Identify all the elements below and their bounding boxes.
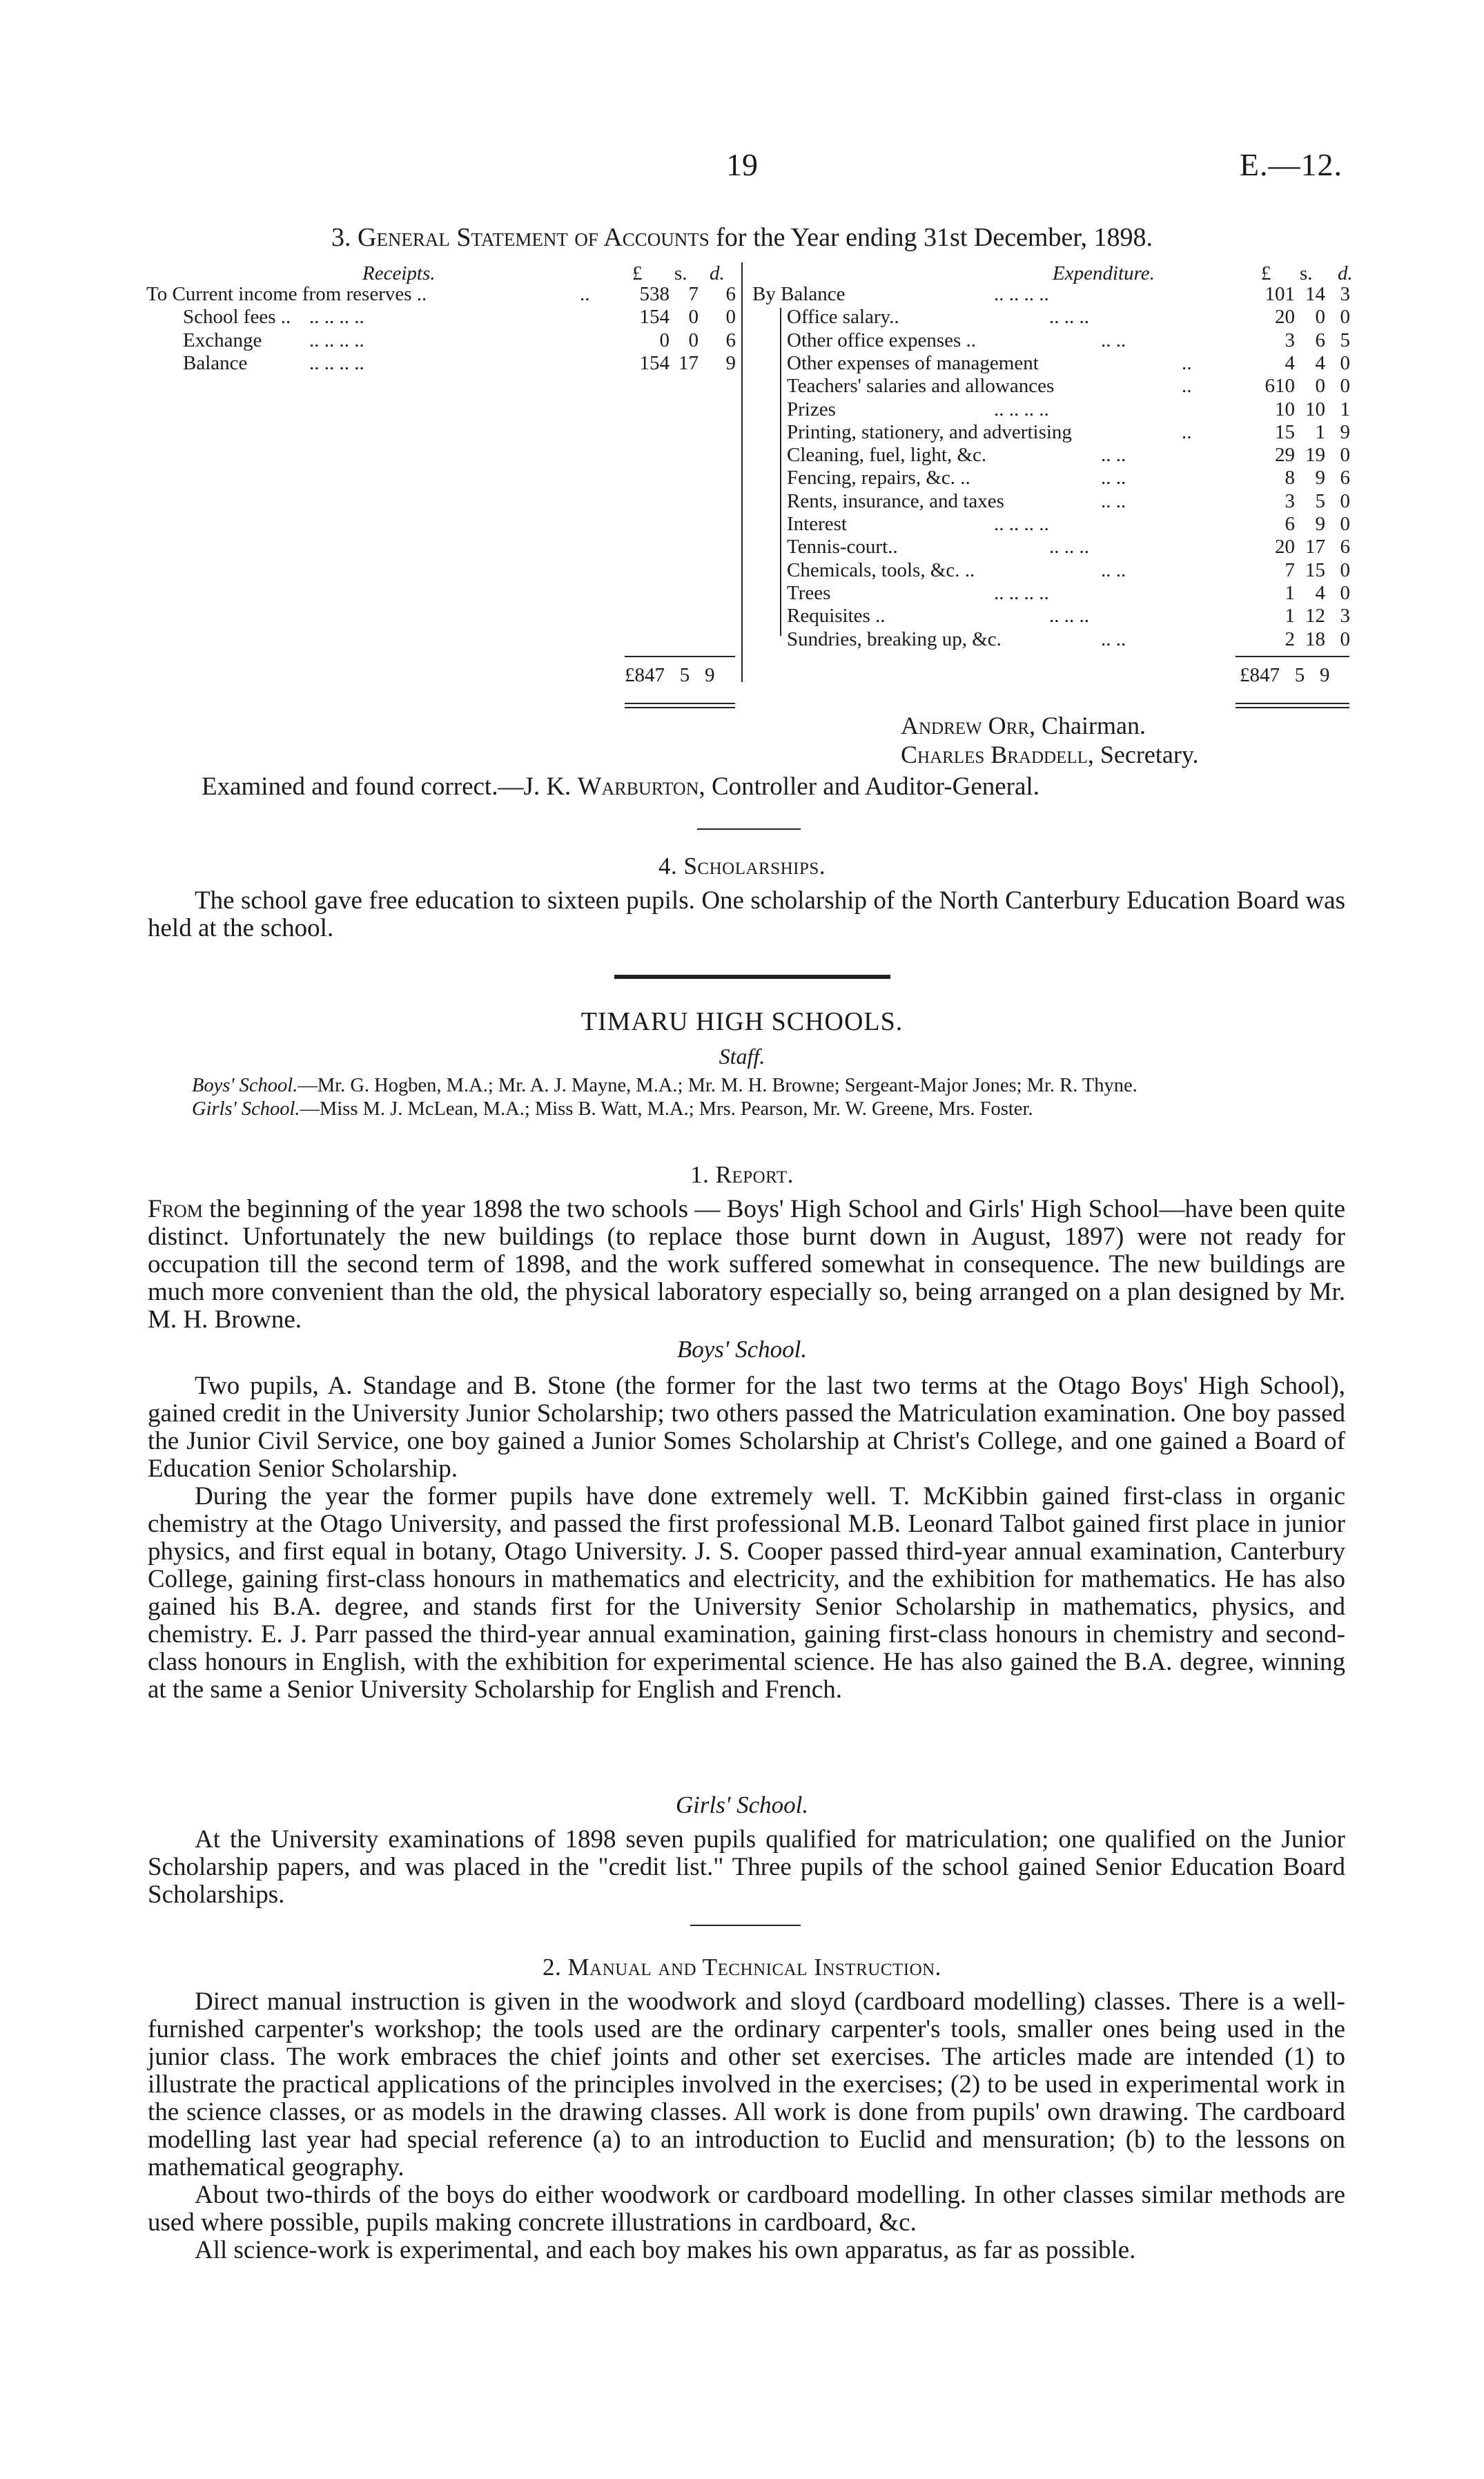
expenditure-label: Other office expenses .. <box>787 329 977 351</box>
receipt-pounds: 154 <box>639 306 670 329</box>
girls-school-heading: Girls' School. <box>675 1791 809 1818</box>
receipts-total-shillings: 5 <box>679 664 690 686</box>
receipts-total-rule-bottom-1 <box>625 703 735 704</box>
accounts-title-general-statement: General Statement <box>358 223 568 252</box>
expenditure-total <box>1240 664 1330 687</box>
accounts-title-of-accounts: of Accounts <box>574 223 710 252</box>
girls-staff <box>148 1098 1345 1121</box>
thick-section-divider <box>614 975 890 979</box>
expenditure-pence: 6 <box>1340 467 1350 489</box>
expenditure-label: By Balance <box>752 283 846 305</box>
expenditure-leader-dots: .. .. .. .. <box>994 513 1049 535</box>
receipts-total-pounds: £847 <box>625 664 665 686</box>
receipt-leader-dots: .. .. .. .. <box>309 351 364 374</box>
expenditure-leader-dots: .. .. <box>1101 467 1126 489</box>
expenditure-label: Requisites .. <box>787 605 886 628</box>
expenditure-shillings: 9 <box>1315 513 1325 535</box>
signatures <box>901 711 1198 769</box>
girls-school-section <box>148 1826 1345 1909</box>
expenditure-label: Trees <box>787 581 831 604</box>
receipt-shillings: 0 <box>688 329 699 351</box>
manual-paragraph-3: All science-work is experimental, and each boy makes his own apparatus, as far as possible. <box>195 2236 1136 2264</box>
expenditure-leader-dots: .. .. .. .. <box>994 283 1049 305</box>
expenditure-pounds: 15 <box>1275 420 1295 443</box>
receipts-shillings-head: s. <box>674 262 687 284</box>
boys-school-heading: Boys' School. <box>676 1336 808 1363</box>
expenditure-pence: 6 <box>1340 536 1350 558</box>
manual-section <box>148 1988 1345 2264</box>
expenditure-pence: 5 <box>1340 329 1350 351</box>
expenditure-pence-head: d. <box>1338 262 1353 284</box>
expenditure-total-pence: 9 <box>1320 664 1330 686</box>
expenditure-shillings: 12 <box>1305 605 1325 628</box>
expenditure-total-rule-bottom-2 <box>1236 707 1349 708</box>
expenditure-pence: 3 <box>1340 605 1350 628</box>
short-divider-1 <box>697 828 801 830</box>
expenditure-pounds: 29 <box>1275 444 1295 467</box>
manual-heading-text: Manual and Technical Instruction. <box>567 1954 941 1981</box>
expenditure-heading: Expenditure. <box>1053 262 1155 284</box>
secretary-role: , Secretary. <box>1087 741 1199 768</box>
report-heading <box>0 1161 1484 1189</box>
receipt-label: School fees .. <box>183 306 291 329</box>
boys-paragraph-1: Two pupils, A. Standage and B. Stone (the former for the last two terms at the Otago Boys' High School), gained credit in the University Junior Scholarship; two others passed the Matriculation examination. One boy passed the Junior Civil Service, one boy gained a Junior Somes Scholarship at Christ's College, and one gained a Board of Education Senior Scholarship. <box>148 1372 1345 1483</box>
expenditure-pounds: 2 <box>1285 628 1295 650</box>
expenditure-pence: 0 <box>1340 581 1350 604</box>
expenditure-label: Fencing, repairs, &c. .. <box>787 467 970 489</box>
chairman-name: Andrew Orr <box>901 712 1029 739</box>
manual-heading <box>0 1954 1484 1981</box>
expenditure-leader-dots: .. .. <box>1101 558 1126 581</box>
examined-statement <box>202 772 1039 801</box>
expenditure-shillings: 14 <box>1305 283 1325 305</box>
expenditure-label: Other expenses of management <box>787 351 1039 374</box>
examined-auditor-name: Warburton <box>577 772 699 801</box>
report-first-word: From <box>148 1195 203 1223</box>
expenditure-pounds: 10 <box>1275 398 1295 420</box>
secretary-name: Charles Braddell <box>901 741 1088 768</box>
receipt-pence: 6 <box>725 283 736 305</box>
expenditure-leader-dots: .. .. <box>1101 489 1126 512</box>
expenditure-label: Cleaning, fuel, light, &c. <box>787 444 987 467</box>
staff-list <box>148 1074 1345 1121</box>
expenditure-label: Sundries, breaking up, &c. <box>787 628 1002 650</box>
expenditure-label: Tennis-court.. <box>787 536 898 558</box>
examined-suffix: , Controller and Auditor-General. <box>699 772 1039 801</box>
receipt-pounds: 0 <box>659 329 670 351</box>
expenditure-total-shillings: 5 <box>1294 664 1305 686</box>
expenditure-pence: 0 <box>1340 351 1350 374</box>
expenditure-shillings: 18 <box>1305 628 1325 650</box>
expenditure-pence: 0 <box>1340 375 1350 398</box>
expenditure-shillings: 17 <box>1305 536 1325 558</box>
expenditure-shillings: 0 <box>1315 375 1325 398</box>
manual-heading-number: 2. <box>543 1954 562 1981</box>
receipt-shillings: 0 <box>688 306 699 329</box>
expenditure-pence: 9 <box>1340 420 1350 443</box>
scholarships-heading-number: 4. <box>658 853 678 879</box>
receipt-leader-dots: .. <box>580 283 590 305</box>
expenditure-leader-dots: .. .. <box>1101 329 1126 351</box>
chairman-role: , Chairman. <box>1029 712 1146 739</box>
scholarships-heading <box>0 853 1484 880</box>
boys-staff <box>148 1074 1345 1098</box>
expenditure-pounds-head: £ <box>1261 262 1271 284</box>
manual-paragraph-2: About two-thirds of the boys do either woodwork or cardboard modelling. In other classes similar methods are used where possible, pupils making concrete illustrations in cardboard, &c. <box>148 2181 1345 2237</box>
document-reference: E.—12. <box>1239 147 1343 182</box>
expenditure-total-rule-top <box>1236 656 1349 657</box>
expenditure-pounds: 20 <box>1275 306 1295 329</box>
expenditure-shillings: 9 <box>1315 467 1325 489</box>
expenditure-pence: 0 <box>1340 306 1350 329</box>
expenditure-leader-dots: .. .. <box>1101 444 1126 467</box>
receipts-total-rule-bottom-2 <box>625 707 735 708</box>
timaru-title: TIMARU HIGH SCHOOLS. <box>580 1007 904 1036</box>
report-text <box>148 1196 1345 1334</box>
expenditure-shillings: 6 <box>1315 329 1325 351</box>
expenditure-pounds: 20 <box>1275 536 1295 558</box>
expenditure-shillings: 1 <box>1315 420 1325 443</box>
accounts-table <box>0 0 1484 759</box>
expenditure-leader-dots: .. <box>1182 420 1192 443</box>
expenditure-label: Printing, stationery, and advertising <box>787 420 1072 443</box>
receipt-label: Balance <box>183 351 248 374</box>
expenditure-label: Teachers' salaries and allowances <box>787 375 1055 398</box>
expenditure-label: Prizes <box>787 398 836 420</box>
expenditure-leader-dots: .. .. .. <box>1049 536 1089 558</box>
report-paragraph <box>148 1196 1345 1334</box>
boys-school-section <box>148 1372 1345 1704</box>
receipt-pence: 0 <box>725 306 736 329</box>
expenditure-label: Interest <box>787 513 847 535</box>
expenditure-leader-dots: .. .. .. <box>1049 605 1089 628</box>
receipt-leader-dots: .. .. .. .. <box>309 329 364 351</box>
receipts-total <box>625 664 715 687</box>
expenditure-pence: 0 <box>1340 558 1350 581</box>
expenditure-pounds: 4 <box>1285 351 1295 374</box>
expenditure-pounds: 1 <box>1285 605 1295 628</box>
staff-heading: Staff. <box>719 1044 765 1069</box>
receipt-pounds: 154 <box>639 351 670 374</box>
expenditure-leader-dots: .. <box>1182 351 1192 374</box>
expenditure-shillings: 15 <box>1305 558 1325 581</box>
expenditure-pounds: 8 <box>1285 467 1295 489</box>
signature-chairman <box>901 711 1198 740</box>
receipt-pounds: 538 <box>639 283 670 305</box>
girls-staff-text: —Miss M. J. McLean, M.A.; Miss B. Watt, M.A.; Mrs. Pearson, Mr. W. Greene, Mrs. Foster. <box>300 1098 1033 1120</box>
expenditure-shillings: 10 <box>1305 398 1325 420</box>
expenditure-pounds: 610 <box>1265 375 1295 398</box>
expenditure-pence: 0 <box>1340 628 1350 650</box>
receipt-shillings: 17 <box>678 351 699 374</box>
receipt-leader-dots: .. .. .. .. <box>309 306 364 329</box>
expenditure-shillings: 0 <box>1315 306 1325 329</box>
accounts-center-divider <box>741 262 743 682</box>
expenditure-pence: 3 <box>1340 283 1350 305</box>
expenditure-leader-dots: .. .. .. .. <box>994 398 1049 420</box>
expenditure-label: Office salary.. <box>787 306 899 329</box>
expenditure-indent-rule <box>780 308 781 636</box>
expenditure-leader-dots: .. .. <box>1101 628 1126 650</box>
scholarships-heading-text: Scholarships. <box>683 853 826 879</box>
expenditure-pounds: 3 <box>1285 489 1295 512</box>
girls-staff-label: Girls' School. <box>192 1098 300 1120</box>
boys-staff-text: —Mr. G. Hogben, M.A.; Mr. A. J. Mayne, M.A.; Mr. M. H. Browne; Sergeant-Major Jones; Mr. R. Thyne. <box>297 1075 1138 1096</box>
expenditure-leader-dots: .. .. .. <box>1049 306 1089 329</box>
expenditure-pence: 0 <box>1340 489 1350 512</box>
receipts-pence-head: d. <box>710 262 725 284</box>
scholarships-text: The school gave free education to sixteen pupils. One scholarship of the North Canterbury Education Board was held at the school. <box>148 886 1345 942</box>
report-body: the beginning of the year 1898 the two schools — Boys' High School and Girls' High School—have been quite distinct. Unfortunately the new buildings (to replace those burnt down in August, 1897) were not ready for occupation till the second term of 1898, and the work suffered somewhat in consequence. The new buildings are much more convenient than the old, the physical laboratory especially so, being arranged on a plan designed by Mr. M. H. Browne. <box>148 1195 1345 1334</box>
expenditure-pounds: 101 <box>1265 283 1295 305</box>
scholarships-paragraph <box>148 887 1345 942</box>
signature-secretary <box>901 740 1198 769</box>
expenditure-shillings: 5 <box>1315 489 1325 512</box>
report-heading-text: Report. <box>715 1161 794 1188</box>
expenditure-pounds: 6 <box>1285 513 1295 535</box>
receipts-total-rule-top <box>625 656 735 657</box>
accounts-title-number: 3. <box>331 223 351 252</box>
boys-staff-label: Boys' School. <box>192 1075 298 1096</box>
expenditure-pence: 1 <box>1340 398 1350 420</box>
expenditure-label: Chemicals, tools, &c. .. <box>787 558 975 581</box>
page-number: 19 <box>726 147 758 182</box>
receipts-heading: Receipts. <box>362 262 436 284</box>
expenditure-pence: 0 <box>1340 513 1350 535</box>
expenditure-shillings: 4 <box>1315 351 1325 374</box>
expenditure-label: Rents, insurance, and taxes <box>787 489 1004 512</box>
expenditure-total-pounds: £847 <box>1240 664 1280 686</box>
receipt-pence: 9 <box>725 351 736 374</box>
receipt-label: Exchange <box>183 329 262 351</box>
manual-paragraph-1: Direct manual instruction is given in the woodwork and sloyd (cardboard modelling) classes. There is a well-furnished carpenter's workshop; the tools used are the ordinary carpenter's tools, smaller ones being used in the junior class. The work embraces the chief joints and other set exercises. The articles made are intended (1) to illustrate the practical applications of the principles involved in the exercises; (2) to be used in experimental work in the science classes, or as models in the drawing classes. All work is done from pupils' own drawing. The cardboard modelling last year had special reference (a) to an introduction to Euclid and mensuration; (b) to the lessons on mathematical geography. <box>148 1987 1345 2181</box>
expenditure-total-rule-bottom-1 <box>1236 703 1349 704</box>
expenditure-shillings: 4 <box>1315 581 1325 604</box>
expenditure-pounds: 3 <box>1285 329 1295 351</box>
short-divider-2 <box>690 1925 801 1926</box>
girls-paragraph-1: At the University examinations of 1898 seven pupils qualified for matriculation; one qualified on the Junior Scholarship papers, and was placed in the "credit list." Three pupils of the school gained Senior Education Board Scholarships. <box>148 1825 1345 1909</box>
expenditure-pounds: 1 <box>1285 581 1295 604</box>
expenditure-shillings: 19 <box>1305 444 1325 467</box>
accounts-title-tail: for the Year ending 31st December, 1898. <box>716 223 1153 252</box>
examined-prefix: Examined and found correct.—J. K. <box>202 772 572 801</box>
receipt-shillings: 7 <box>688 283 699 305</box>
receipts-pounds-head: £ <box>632 262 643 284</box>
expenditure-shillings-head: s. <box>1300 262 1313 284</box>
receipt-pence: 6 <box>725 329 736 351</box>
report-heading-number: 1. <box>690 1161 710 1188</box>
receipts-total-pence: 9 <box>705 664 715 686</box>
expenditure-pounds: 7 <box>1285 558 1295 581</box>
receipt-label: To Current income from reserves .. <box>146 283 427 305</box>
expenditure-leader-dots: .. .. .. .. <box>994 581 1049 604</box>
boys-paragraph-2: During the year the former pupils have done extremely well. T. McKibbin gained first-class in organic chemistry at the Otago University, and passed the first professional M.B. Leonard Talbot gained first place in junior physics, and first equal in botany, Otago University. J. S. Cooper passed third-year annual examination, Canterbury College, gaining first-class honours in mathematics and electricity, and the exhibition for mathematics. He has also gained his B.A. degree, and stands first for the University Senior Scholarship in mathematics, physics, and chemistry. E. J. Parr passed the third-year annual examination, gaining first-class honours in chemistry and second-class honours in English, with the exhibition for experimental science. He has also gained the B.A. degree, winning at the same a Senior University Scholarship for English and French. <box>148 1482 1345 1704</box>
expenditure-leader-dots: .. <box>1182 375 1192 398</box>
expenditure-pence: 0 <box>1340 444 1350 467</box>
